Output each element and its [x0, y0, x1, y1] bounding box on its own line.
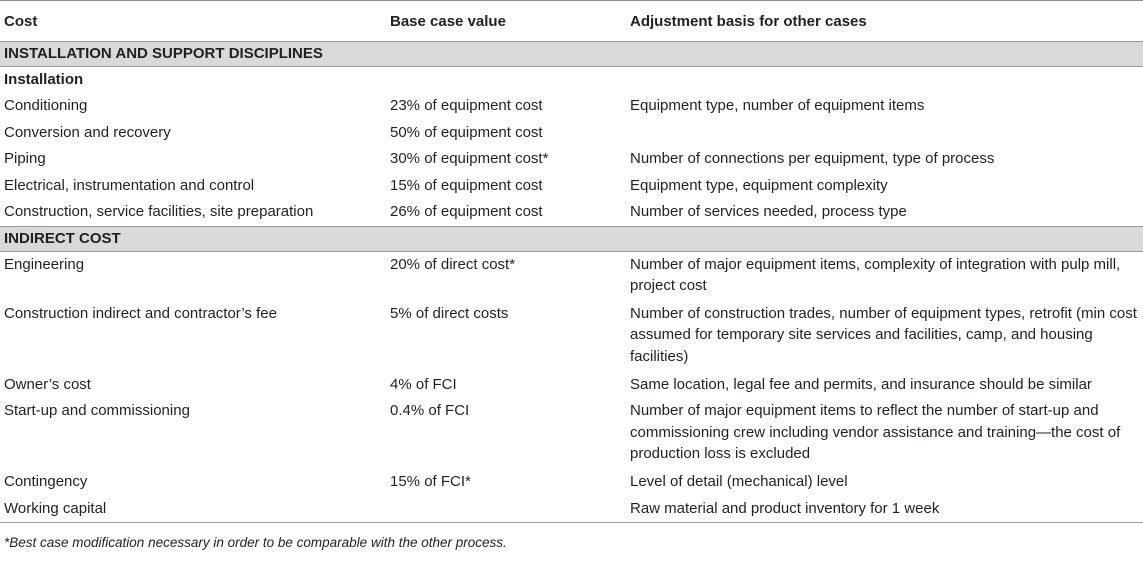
- cell-base-value: 15% of equipment cost: [390, 176, 543, 194]
- header-cost: Cost: [4, 13, 38, 30]
- table-bottom-rule: [0, 522, 1143, 523]
- table-row: [0, 301, 1143, 372]
- cell-base-value: 50% of equipment cost: [390, 123, 543, 141]
- cell-base-value: 4% of FCI: [390, 375, 457, 393]
- table-row: [0, 173, 1143, 200]
- section-title: INDIRECT COST: [0, 226, 1143, 252]
- cell-cost: Working capital: [4, 499, 107, 517]
- cell-base-value: 23% of equipment cost: [390, 97, 543, 114]
- subsection-title: Installation: [4, 71, 84, 88]
- cell-base-value: [390, 498, 630, 523]
- cell-base-value: 30% of equipment cost*: [390, 150, 549, 167]
- table-row: [0, 120, 1143, 147]
- cell-cost: Engineering: [4, 255, 85, 273]
- table-header-row: [0, 1, 1143, 41]
- cell-adjustment: Number of major equipment items, complexity of integration with pulp mill, project cost: [630, 255, 1121, 294]
- table-row: [0, 469, 1143, 496]
- cell-adjustment: Equipment type, number of equipment items: [630, 97, 925, 114]
- cell-cost: Construction, service facilities, site preparation: [4, 203, 314, 220]
- cell-cost: Electrical, instrumentation and control: [4, 176, 255, 194]
- cell-adjustment: Number of major equipment items to reflect the number of start-up and commissioning crew including vendor assistance and training—the cost of production loss is excluded: [630, 402, 1121, 462]
- cell-adjustment: Equipment type, equipment complexity: [630, 176, 888, 194]
- table-row: [0, 496, 1143, 523]
- table-footnote: *Best case modification necessary in order to be comparable with the other process.: [4, 535, 507, 550]
- cell-adjustment: Number of construction trades, number of equipment types, retrofit (min cost assumed for temporary site services and facilities, camp, and housing facilities): [630, 304, 1137, 365]
- table-row: [0, 199, 1143, 226]
- table-row: [0, 252, 1143, 301]
- cell-cost: Owner’s cost: [4, 375, 91, 393]
- cell-base-value: 26% of equipment cost: [390, 203, 543, 220]
- cell-adjustment: Level of detail (mechanical) level: [630, 473, 848, 490]
- cell-adjustment: [630, 122, 1143, 147]
- cell-adjustment: Number of services needed, process type: [630, 203, 907, 220]
- table-row: [0, 93, 1143, 120]
- section-title: INSTALLATION AND SUPPORT DISCIPLINES: [0, 41, 1143, 67]
- cell-cost: Conditioning: [4, 97, 88, 114]
- table-row: [0, 372, 1143, 399]
- cell-base-value: 20% of direct cost*: [390, 255, 516, 273]
- table-row: [0, 146, 1143, 173]
- cell-cost: Contingency: [4, 473, 88, 490]
- cell-cost: Piping: [4, 150, 46, 167]
- header-adjustment-basis: Adjustment basis for other cases: [630, 13, 867, 30]
- cell-adjustment: Number of connections per equipment, type of process: [630, 150, 995, 167]
- cell-base-value: 5% of direct costs: [390, 304, 509, 322]
- cell-adjustment: Raw material and product inventory for 1 week: [630, 499, 940, 517]
- cell-cost: Construction indirect and contractor’s fee: [4, 304, 277, 322]
- table-row: [0, 398, 1143, 469]
- cell-adjustment: Same location, legal fee and permits, and insurance should be similar: [630, 375, 1092, 393]
- cell-cost: Start-up and commissioning: [4, 402, 190, 419]
- cell-cost: Conversion and recovery: [4, 123, 171, 141]
- cell-base-value: 15% of FCI*: [390, 473, 471, 490]
- header-base-case-value: Base case value: [390, 13, 506, 30]
- cell-base-value: 0.4% of FCI: [390, 402, 470, 419]
